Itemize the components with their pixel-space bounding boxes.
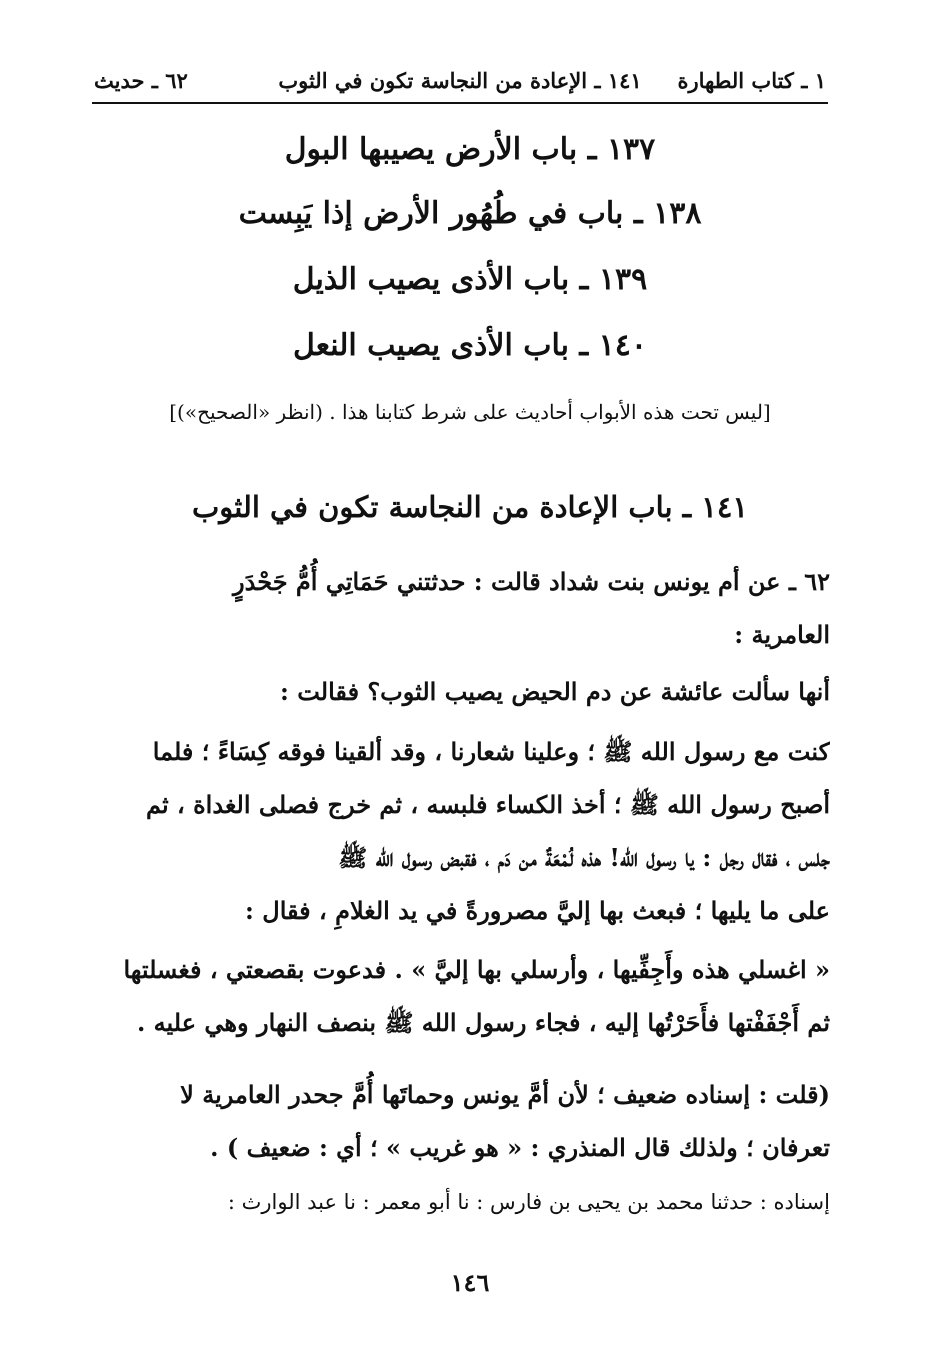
text-line: العامرية : <box>734 620 830 649</box>
text-line: « اغسلي هذه وأَجِفِّيها ، وأرسلي بها إليَّ » . فدعوت بقصعتي ، فغسلتها <box>123 955 830 984</box>
chapter-title-137: ١٣٧ ـ باب الأرض يصيبها البول <box>284 132 656 167</box>
text-line: (قلت : إسناده ضعيف ؛ لأن أمَّ يونس وحماتَها أُمَّ جحدر العامرية لا <box>180 1080 830 1109</box>
running-header <box>92 62 828 104</box>
text-line: أنها سألت عائشة عن دم الحيض يصيب الثوب؟ فقالت : <box>280 677 830 706</box>
text-line: أصبح رسول الله ﷺ ؛ أخذ الكساء فلبسه ، ثم خرج فصلى الغداة ، ثم <box>146 790 830 819</box>
header-chapter-title: ١٤١ ـ الإعادة من النجاسة تكون في الثوب <box>278 68 642 93</box>
text-line: على ما يليها ؛ فبعث بها إليَّ مصرورةً في يد الغلامِ ، فقال : <box>245 896 830 925</box>
chapter-title-139: ١٣٩ ـ باب الأذى يصيب الذيل <box>292 262 648 297</box>
chapter-title-138: ١٣٨ ـ باب في طُهُور الأرض إذا يَبِست <box>238 196 702 231</box>
hadith-command <box>100 943 830 1049</box>
editor-note: [ليس تحت هذه الأبواب أحاديث على شرط كتابنا هذا . (انظر «الصحيح»)] <box>169 400 771 424</box>
text-line: تعرفان ؛ ولذلك قال المنذري : « هو غريب » ؛ أي : ضعيف ) . <box>210 1133 830 1162</box>
isnad-line: إسناده : حدثنا محمد بن يحيى بن فارس : نا أبو معمر : نا عبد الوارث : <box>227 1190 830 1214</box>
text-line: جلس ، فقال رجل : يا رسول الله! هذه لُمْعَةٌ من دَم ، فقبض رسول الله ﷺ <box>338 843 830 872</box>
page-number: ١٤٦ <box>450 1268 490 1297</box>
hadith-intro <box>100 555 830 661</box>
header-hadith-number: ٦٢ ـ حديث <box>94 68 188 93</box>
text-line: كنت مع رسول الله ﷺ ؛ وعلينا شعارنا ، وقد ألقينا فوقه كِسَاءً ؛ فلما <box>152 737 830 766</box>
hadith-question <box>100 665 830 718</box>
section-heading: ١٤١ ـ باب الإعادة من النجاسة تكون في الثوب <box>191 490 749 524</box>
hadith-narration <box>100 725 830 937</box>
header-book-title: ١ ـ كتاب الطهارة <box>677 68 826 93</box>
text-line: ثم أَجْفَفْتها فأَحَرْتُها إليه ، فجاء رسول الله ﷺ بنصف النهار وهي عليه . <box>136 1008 830 1037</box>
chapter-title-140: ١٤٠ ـ باب الأذى يصيب النعل <box>293 328 647 363</box>
text-line: ٦٢ ـ عن أم يونس بنت شداد قالت : حدثتني حَمَاتِي أُمُّ جَحْدَرٍ <box>233 567 830 596</box>
editor-comment <box>100 1068 830 1174</box>
